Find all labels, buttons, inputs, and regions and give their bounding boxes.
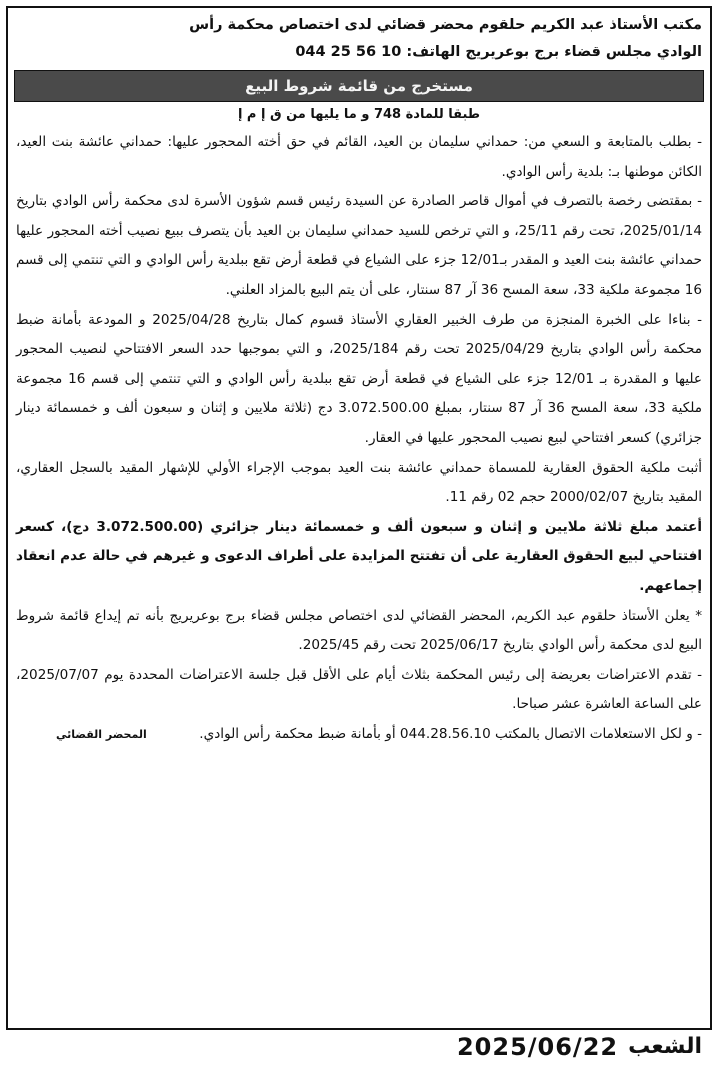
paragraph-expertise: - بناءا على الخبرة المنجزة من طرف الخبير العقاري الأستاذ قسوم كمال بتاريخ 2025/04/28 و المودعة بأمانة ضبط محكمة رأس الوادي بتاريخ 2025/04/29 تحت رقم 2025/184، و التي بموجبها حدد السعر الافتتاحي لنصيب المحجور عليها و المقدرة بـ 12/01 جزء على الشياع في قطعة أرض تقع ببلدية رأس الوادي و التي تنتمي إلى قسم 16 مجموعة ملكية 33، سعة المسح 36 آر 87 سنتار، بمبلغ 3.072.500.00 دج (ثلاثة ملايين و إثنان و سبعون ألف و خمسمائة دينار جزائري) كسعر افتتاحي لبيع نصيب المحجور عليها في العقار. (16, 311, 702, 446)
newspaper-name: الشعب (628, 1034, 702, 1059)
paragraph-objections: - تقدم الاعتراضات بعريضة إلى رئيس المحكمة بثلاث أيام على الأقل قبل جلسة الاعتراضات المحددة يوم 2025/07/07، على الساعة العاشرة عشر صباحا. (16, 666, 702, 713)
legal-notice (6, 6, 712, 1030)
notice-header (8, 8, 710, 66)
notice-body (8, 128, 710, 749)
paragraph-applicant: - بطلب بالمتابعة و السعي من: حمداني سليمان بن العيد، القائم في حق أخته المحجور عليها: حمداني عائشة بنت العيد، الكائن موطنها بـ: بلدية رأس الوادي. (16, 134, 702, 180)
contact-signature-line (16, 720, 702, 750)
publication-footer (6, 1030, 712, 1064)
notice-title-banner: مستخرج من قائمة شروط البيع (14, 70, 704, 102)
header-office-line: مكتب الأستاذ عبد الكريم حلقوم محضر قضائي لدى اختصاص محكمة رأس (189, 17, 702, 33)
signer-label: المحضر القضائي (56, 727, 147, 741)
paragraph-authorization: - بمقتضى رخصة بالتصرف في أموال قاصر الصادرة عن السيدة رئيس قسم شؤون الأسرة لدى محكمة رأس الوادي بتاريخ 2025/01/14، تحت رقم 25/11، و التي ترخص للسيد حمداني سليمان بن العيد بأن يتصرف ببيع نصيب أخته المحجور عليها حمداني عائشة بنت العيد و المقدر بـ12/01 جزء على الشياع في قطعة أرض تقع ببلدية رأس الوادي و التي تنتمي إلى قسم 16 مجموعة ملكية 33، سعة المسح 36 آر 87 سنتار، على أن يتم البيع بالمزاد العلني. (16, 193, 702, 298)
paragraph-contact: - و لكل الاستعلامات الاتصال بالمكتب 044.28.56.10 أو بأمانة ضبط محكمة رأس الوادي. (199, 725, 702, 742)
header-address-phone-line: الوادي مجلس قضاء برج بوعريريج الهاتف: 10 56 25 044 (295, 44, 702, 60)
paragraph-ownership: أثبت ملكية الحقوق العقارية للمسماة حمداني عائشة بنت العيد بموجب الإجراء الأولي للإشهار المقيد بالسجل العقاري، المقيد بتاريخ 2000/02/07 حجم 02 رقم 11. (16, 459, 702, 506)
paragraph-deposit: * يعلن الأستاذ حلقوم عبد الكريم، المحضر القضائي لدى اختصاص مجلس قضاء برج بوعريريج بأنه تم إيداع قائمة شروط البيع لدى محكمة رأس الوادي بتاريخ 2025/06/17 تحت رقم 2025/45. (16, 607, 702, 654)
notice-legal-basis: طبقا للمادة 748 و ما يليها من ق إ م إ (237, 107, 481, 122)
publication-date: 2025/06/22 (456, 1033, 619, 1061)
paragraph-opening-price: أعتمد مبلغ ثلاثة ملايين و إثنان و سبعون ألف و خمسمائة دينار جزائري (3.072.500.00 دج)، كسعر افتتاحي لبيع الحقوق العقارية على أن تفتتح المزايدة على أطراف الدعوى و غيرهم في حالة عدم انعقاد إجماعهم. (16, 518, 703, 594)
